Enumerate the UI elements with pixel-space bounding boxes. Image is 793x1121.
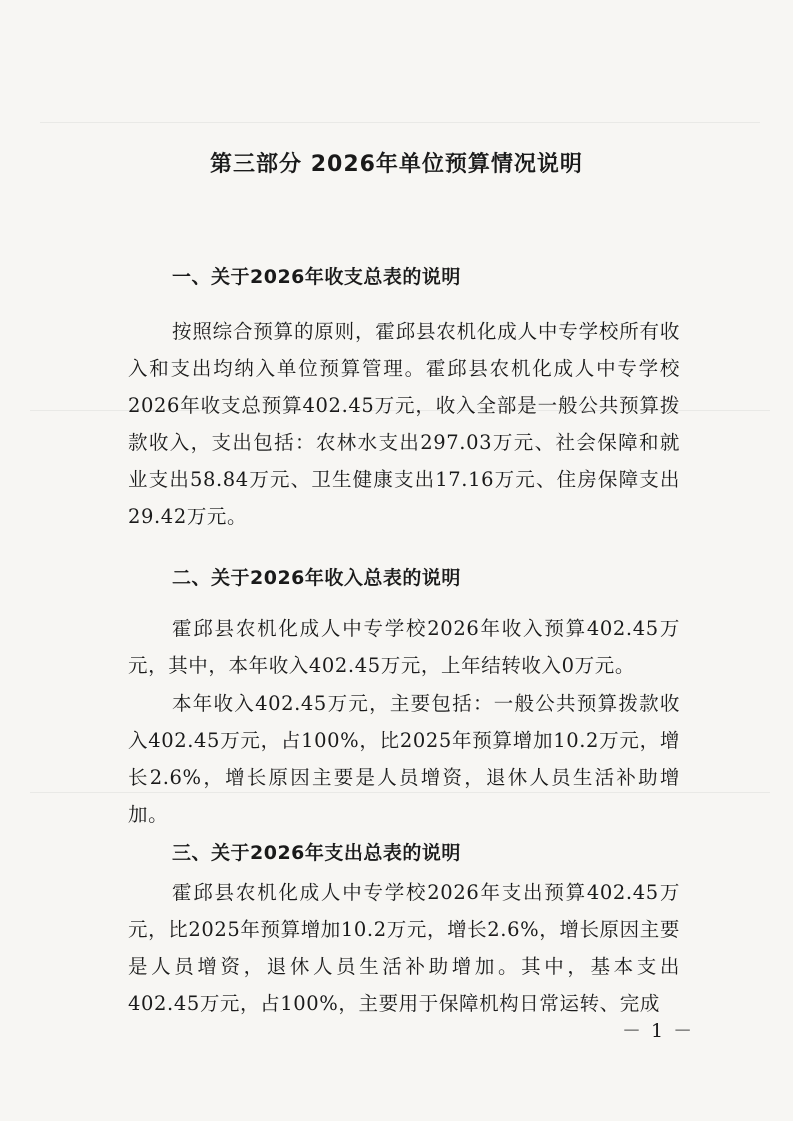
section-2-paragraph-1: 霍邱县农机化成人中专学校2026年收入预算402.45万元，其中，本年收入402.45万元，上年结转收入0万元。: [128, 617, 680, 677]
scan-artifact: [40, 122, 760, 123]
page-title: 第三部分 2026年单位预算情况说明: [210, 152, 583, 177]
page-number: － 1 －: [622, 1020, 695, 1042]
section-heading-3: 三、关于2026年支出总表的说明: [172, 842, 461, 864]
section-3-paragraph-1: 霍邱县农机化成人中专学校2026年支出预算402.45万元，比2025年预算增加10.2万元，增长2.6%，增长原因主要是人员增资，退休人员生活补助增加。其中，基本支出402.45万元，占100%，主要用于保障机构日常运转、完成: [128, 881, 680, 1015]
section-1-paragraph-1: 按照综合预算的原则，霍邱县农机化成人中专学校所有收入和支出均纳入单位预算管理。霍邱县农机化成人中专学校2026年收支总预算402.45万元，收入全部是一般公共预算拨款收入，支出包括：农林水支出297.03万元、社会保障和就业支出58.84万元、卫生健康支出17.16万元、住房保障支出29.42万元。: [128, 320, 680, 528]
section-heading-2: 二、关于2026年收入总表的说明: [172, 567, 461, 589]
section-2-paragraph-2: 本年收入402.45万元，主要包括：一般公共预算拨款收入402.45万元，占100%，比2025年预算增加10.2万元，增长2.6%，增长原因主要是人员增资，退休人员生活补助增加。: [128, 692, 680, 826]
section-heading-1: 一、关于2026年收支总表的说明: [172, 266, 461, 288]
